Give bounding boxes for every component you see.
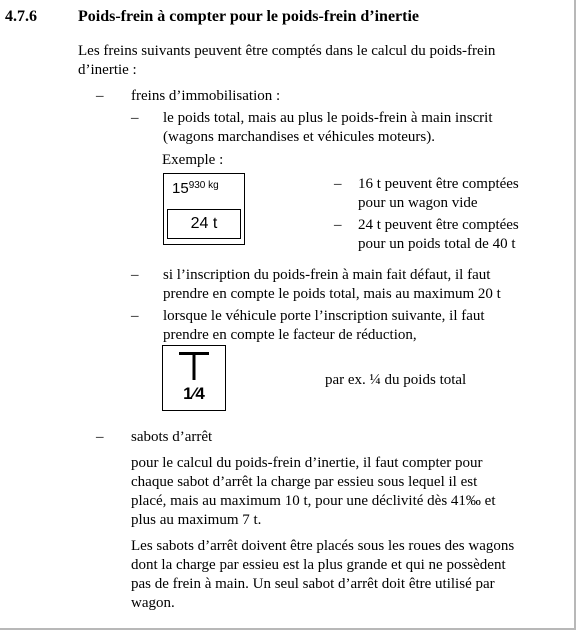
dash-bullet: – [334,217,342,233]
brake-weight-inscription [163,173,245,245]
intro-line-2: d’inertie : [78,62,137,78]
reduction-note: par ex. ¼ du poids total [325,372,467,388]
chocks-para-1-line-4: plus au maximum 7 t. [131,512,262,528]
parking-item-1-line-1: le poids total, mais au plus le poids-frein à main inscrit [163,110,493,126]
chocks-para-1-line-1: pour le calcul du poids-frein d’inertie, il faut compter pour [131,455,483,471]
reduction-fraction: 1⁄4 [183,384,205,403]
parking-item-1-line-2: (wagons marchandises et véhicules moteurs). [163,129,435,145]
intro-line-1: Les freins suivants peuvent être comptés dans le calcul du poids-frein [78,43,496,59]
note-1-line-1: 16 t peuvent être comptées [358,176,519,192]
dash-bullet: – [96,429,104,445]
chocks-para-1-line-2: chaque sabot d’arrêt la charge par essieu sous lequel il est [131,474,478,490]
reduction-factor-symbol [162,345,226,411]
chocks-para-2-line-3: pas de frein à main. Un seul sabot d’arrêt doit être utilisé par [131,576,495,592]
dash-bullet: – [131,308,139,324]
chocks-label: sabots d’arrêt [131,429,213,445]
dash-bullet: – [96,88,104,104]
hand-brake-t-symbol-icon [163,346,225,386]
parking-item-2-line-1: si l’inscription du poids-frein à main fait défaut, il faut [163,267,491,283]
note-1-line-2: pour un wagon vide [358,195,478,211]
dash-bullet: – [131,267,139,283]
chocks-para-2-line-2: dont la charge par essieu est la plus grande et qui ne possèdent [131,557,506,573]
inscription-weight-main: 15 [172,180,189,197]
inscription-brake-weight: 24 t [167,209,241,239]
parking-brakes-label: freins d’immobilisation : [131,88,281,104]
section-title: Poids-frein à compter pour le poids-frein d’inertie [78,8,420,25]
chocks-para-2-line-1: Les sabots d’arrêt doivent être placés sous les roues des wagons [131,538,515,554]
inscription-weight-sup: 930 kg [188,180,219,191]
section-number: 4.7.6 [5,8,37,25]
note-2-line-2: pour un poids total de 40 t [358,236,516,252]
dash-bullet: – [334,176,342,192]
note-2-line-1: 24 t peuvent être comptées [358,217,519,233]
dash-bullet: – [131,110,139,126]
parking-item-3-line-1: lorsque le véhicule porte l’inscription suivante, il faut [163,308,485,324]
inscription-total-weight [172,180,219,198]
chocks-para-1-line-3: placé, mais au maximum 10 t, pour une déclivité dès 41‰ et [131,493,496,509]
example-label: Exemple : [162,152,224,168]
parking-item-2-line-2: prendre en compte le poids total, mais au maximum 20 t [163,286,501,302]
chocks-para-2-line-4: wagon. [131,595,175,611]
parking-item-3-line-2: prendre en compte le facteur de réduction, [163,327,417,343]
